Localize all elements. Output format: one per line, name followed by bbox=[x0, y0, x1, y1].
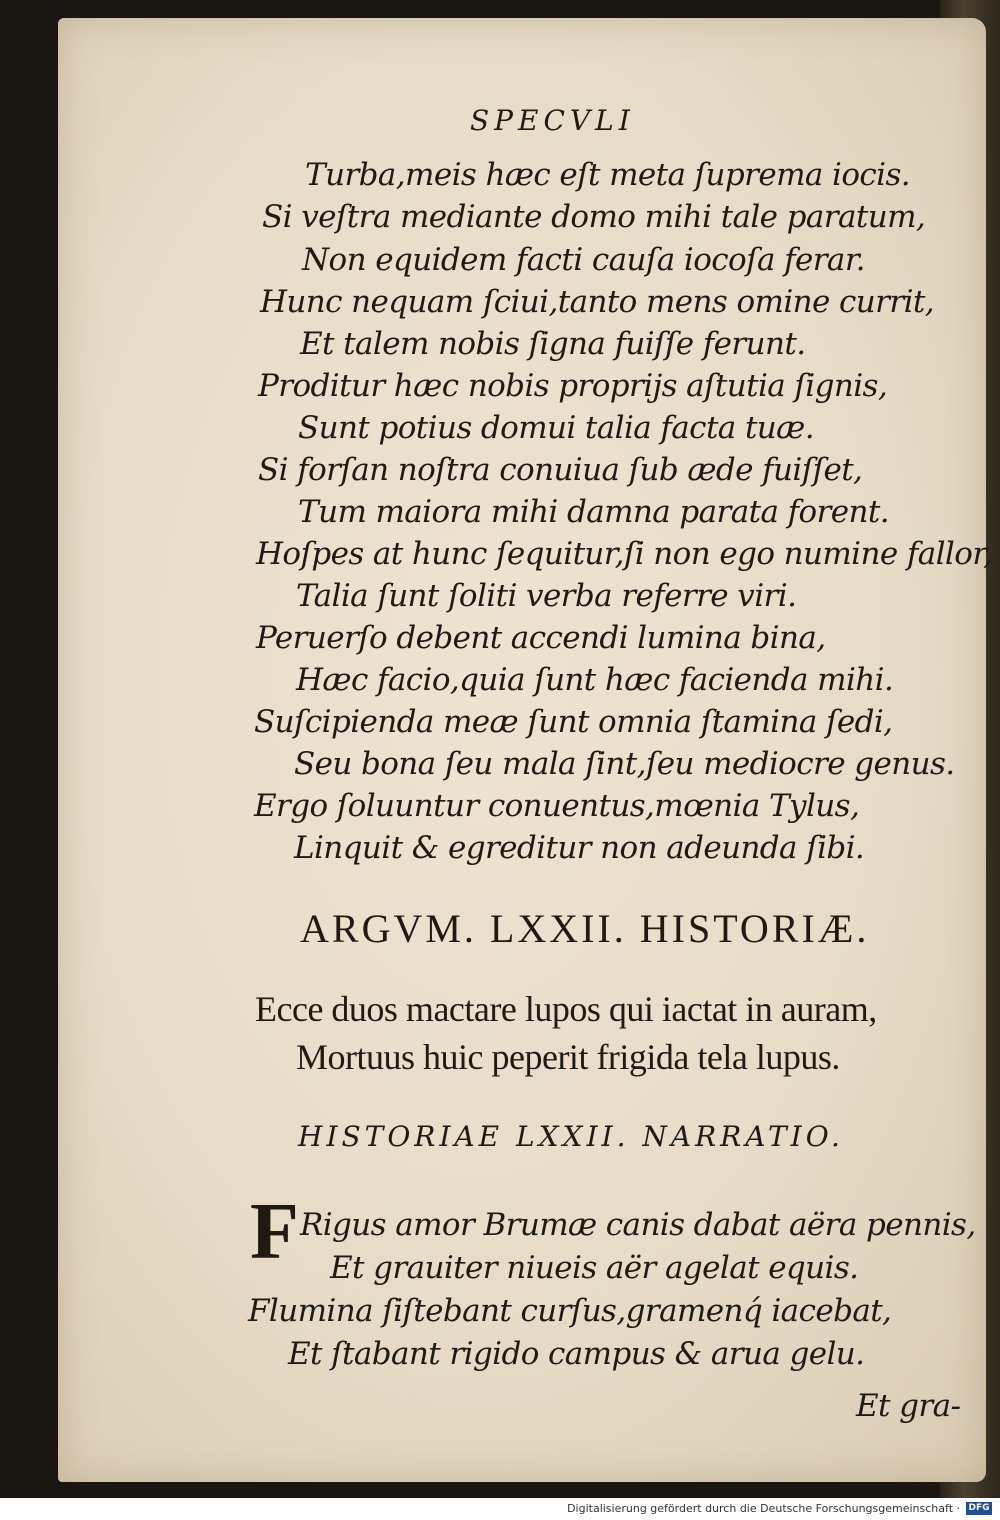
argument-line: Ecce duos mactare lupos qui iactat in auram, bbox=[255, 989, 877, 1029]
verse-line: Hæc facio,quia ſunt hæc facienda mihi. bbox=[296, 662, 894, 698]
footer-bar bbox=[0, 1498, 1000, 1520]
catchword: Et gra- bbox=[856, 1388, 961, 1424]
verse-line: Si forſan noſtra conuiua ſub æde fuiſſet, bbox=[258, 452, 863, 488]
verse-line: Linquit & egreditur non adeunda ſibi. bbox=[294, 830, 865, 866]
verse-line: Rigus amor Brumæ canis dabat aëra pennis, bbox=[300, 1207, 976, 1243]
verse-line: Non equidem facti cauſa iocoſa ferar. bbox=[302, 242, 865, 278]
dfg-logo-icon: DFG bbox=[966, 1502, 992, 1515]
drop-capital: F bbox=[250, 1188, 299, 1276]
verse-line: Et ſtabant rigido campus & arua gelu. bbox=[288, 1336, 865, 1372]
funding-credit: Digitalisierung gefördert durch die Deutsche Forschungsgemeinschaft · bbox=[567, 1502, 960, 1515]
verse-line: Peruerſo debent accendi lumina bina, bbox=[256, 620, 826, 656]
verse-line: Turba,meis hæc eſt meta ſuprema iocis. bbox=[305, 157, 911, 193]
argument-heading: ARGVM. LXXII. HISTORIÆ. bbox=[300, 906, 870, 951]
verse-line: Sunt potius domui talia facta tuæ. bbox=[298, 410, 814, 446]
verse-line: Suſcipienda meæ ſunt omnia ſtamina ſedi, bbox=[254, 704, 893, 740]
verse-line: Seu bona ſeu mala ſint,ſeu mediocre genus. bbox=[294, 746, 955, 782]
narratio-heading: HISTORIAE LXXII. NARRATIO. bbox=[298, 1120, 844, 1153]
verse-line: Si veſtra mediante domo mihi tale paratum, bbox=[262, 199, 926, 235]
verse-line: Et grauiter niueis aër agelat equis. bbox=[330, 1250, 859, 1286]
argument-line: Mortuus huic peperit frigida tela lupus. bbox=[296, 1037, 840, 1077]
verse-line: Talia ſunt ſoliti verba referre viri. bbox=[296, 578, 797, 614]
verse-line: Proditur hæc nobis proprijs aſtutia ſignis, bbox=[258, 368, 888, 404]
running-head: SPECVLI bbox=[470, 104, 635, 137]
verse-line: Tum maiora mihi damna parata forent. bbox=[298, 494, 889, 530]
verse-line: Et talem nobis ſigna fuiſſe ferunt. bbox=[300, 326, 806, 362]
verse-line: Hoſpes at hunc ſequitur,ſi non ego numine fallor, bbox=[256, 536, 993, 572]
verse-line: Flumina ſiſtebant curſus,gramenq́ iacebat, bbox=[248, 1293, 892, 1329]
verse-line: Hunc nequam ſciui,tanto mens omine currit, bbox=[260, 284, 934, 320]
verse-line: Ergo ſoluuntur conuentus,mœnia Tylus, bbox=[254, 788, 860, 824]
